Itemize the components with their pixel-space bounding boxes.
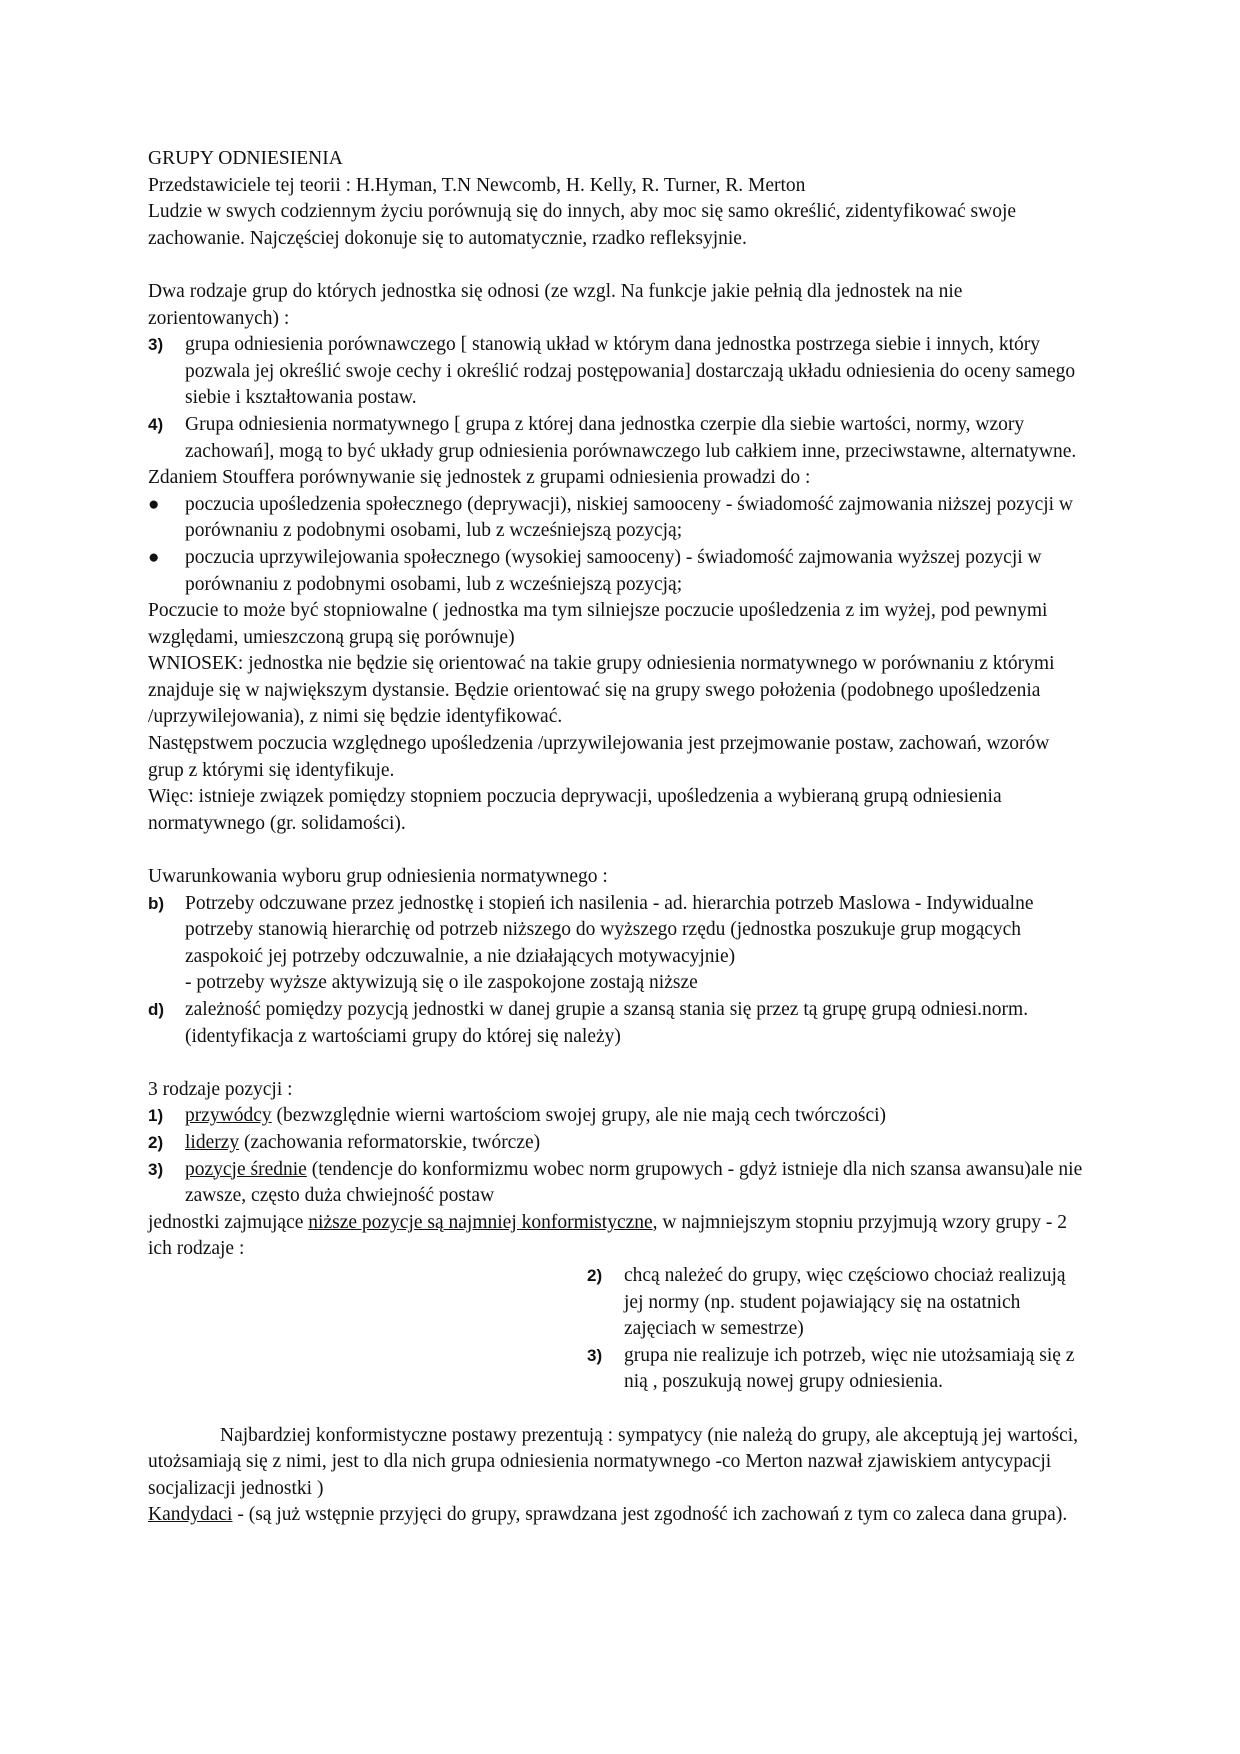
term: Kandydaci <box>148 1504 233 1526</box>
list-marker: 3) <box>148 1159 164 1179</box>
term-description: (tendencje do konformizmu wobec norm grupowych - gdyż istnieje dla nich szansa awansu)ale nie zawsze, często duża chwiejność postaw <box>185 1158 1083 1207</box>
term: przywódcy <box>185 1105 272 1127</box>
list-item <box>587 1263 1088 1343</box>
spacer <box>148 252 1088 279</box>
list-item <box>148 332 1088 412</box>
list-item <box>148 1157 1088 1210</box>
nested-list <box>587 1263 1088 1396</box>
paragraph-sympathizers: Najbardziej konformistyczne postawy prezentują : sympatycy (nie należą do grupy, ale akceptują jej wartości, utożsamiają się z nimi, jest to dla nich grupa odniesienia normatywnego -co Merton nazwał zjawiskiem antycypacji socjalizacji jednostki ) <box>148 1424 1079 1499</box>
list-item <box>587 1343 1088 1396</box>
paragraph-two-types: Dwa rodzaje grup do których jednostka się odnosi (ze wzgl. Na funkcje jakie pełnią dla jednostek na nie zorientowanych) : <box>148 280 963 329</box>
term-description: (bezwzględnie wierni wartościom swojej grupy, ale nie mają cech twórczości) <box>271 1105 887 1127</box>
spacer <box>148 837 1088 864</box>
list-marker: d) <box>148 1000 165 1019</box>
bullet-icon: ● <box>148 546 160 568</box>
paragraph-intro: Ludzie w swych codziennym życiu porównują się do innych, aby moc się samo określić, zidentyfikować swoje zachowanie. Najczęściej dokonuje się to automatycznie, rzadko refleksyjnie. <box>148 201 1017 249</box>
text-run: jednostki zajmujące <box>148 1211 309 1233</box>
list-item-text: Grupa odniesienia normatywnego [ grupa z której dana jednostka czerpie dla siebie wartości, normy, wzory zachowań], mogą to być układy grup odniesienia porównawczego lub całkiem inne, przeciwstawne, alternatywne. <box>185 413 1077 462</box>
list-marker: 2) <box>148 1132 164 1152</box>
list-item-text <box>185 1157 1088 1210</box>
paragraph-candidates <box>148 1502 1088 1529</box>
text-run: , w najmniejszym stopniu przyjmują wzory grupy - 2 ich rodzaje : <box>148 1211 1067 1260</box>
document-body <box>148 146 1088 1529</box>
list-item <box>148 1103 1088 1130</box>
list-item-sub: - potrzeby wyższe aktywizują się o ile zaspokojone zostają niższe <box>185 972 698 994</box>
bullet-text: poczucia uprzywilejowania społecznego (wysokiej samooceny) - świadomość zajmowania wyższej pozycji w porównaniu z podobnymi osobami, lub z wcześniejszą pozycją; <box>185 546 1042 595</box>
list-item-main: Potrzeby odczuwane przez jednostkę i stopień ich nasilenia - ad. hierarchia potrzeb Maslowa - Indywidualne potrzeby stanowią hierarchię od potrzeb niższego do wyższego rzędu (jednostka poszukuje grup mogących zaspokoić jej potrzeby odczuwalnie, a nie działających motywacyjnie) <box>185 892 1034 967</box>
list-marker: 2) <box>587 1265 603 1285</box>
list-marker: b) <box>148 893 165 913</box>
list-item <box>148 891 1088 997</box>
paragraph-conditions: Uwarunkowania wyboru grup odniesienia normatywnego : <box>148 866 608 888</box>
bullet-icon: ● <box>148 493 160 515</box>
list-item-text: grupa odniesienia porównawczego [ stanowią układ w którym dana jednostka postrzega siebie i innych, który pozwala jej określić swoje cechy i określić rodzaj postępowania] dostarczają układu odniesienia do oceny samego siebie i kształtowania postaw. <box>185 334 1076 409</box>
paragraph-positions: 3 rodzaje pozycji : <box>148 1078 293 1100</box>
list-item-text: chcą należeć do grupy, więc częściowo chociaż realizują jej normy (np. student pojawiający się na ostatnich zajęciach w semestrze) <box>624 1264 1066 1340</box>
paragraph-gradation: Poczucie to może być stopniowalne ( jednostka ma tym silniejsze poczucie upośledzenia z im wyżej, pod pewnymi względami, umieszczoną grupą się porównuje) <box>148 600 1048 648</box>
spacer <box>148 1396 1088 1423</box>
term-description: - (są już wstępnie przyjęci do grupy, sprawdzana jest zgodność ich zachowań z tym co zaleca dana grupa). <box>232 1504 1068 1526</box>
bullet-text: poczucia upośledzenia społecznego (deprywacji), niskiej samooceny - świadomość zajmowania niższej pozycji w porównaniu z podobnymi osobami, lub z wcześniejszą pozycją; <box>185 493 1074 542</box>
bullet-item <box>148 545 1088 598</box>
list-item <box>148 1130 1088 1157</box>
paragraph-stouffer: Zdaniem Stouffera porównywanie się jednostek z grupami odniesienia prowadzi do : <box>148 467 811 489</box>
paragraph-conclusion: WNIOSEK: jednostka nie będzie się orientować na takie grupy odniesienia normatywnego w porównaniu z którymi znajduje się w największym dystansie. Będzie orientować się na grupy swego położenia (podobnego upośledzenia /uprzywilejowania), z nimi się będzie identyfikować. <box>148 653 1055 728</box>
spacer <box>148 1050 1088 1077</box>
bullet-item <box>148 492 1088 545</box>
list-marker: 3) <box>148 335 164 355</box>
list-item-text <box>185 1103 1088 1130</box>
list-item <box>148 997 1088 1050</box>
list-item-text <box>185 891 1088 997</box>
list-marker: 3) <box>587 1345 603 1365</box>
list-item <box>148 412 1088 465</box>
paragraph-consequence: Następstwem poczucia względnego upośledzenia /uprzywilejowania jest przejmowanie postaw, zachowań, wzorów grup z którymi się identyfikuje. <box>148 733 1050 781</box>
list-item-text <box>185 1130 1088 1157</box>
list-item-text: zależność pomiędzy pozycją jednostki w danej grupie a szansą stania się przez tą grupę grupą odniesi.norm. (identyfikacja z wartościami grupy do której się należy) <box>185 999 1029 1047</box>
paragraph-relation: Więc: istnieje związek pomiędzy stopniem poczucia deprywacji, upośledzenia a wybieraną grupą odniesienia normatywnego (gr. solidamości). <box>148 786 1002 834</box>
paragraph-representatives: Przedstawiciele tej teorii : H.Hyman, T.N Newcomb, H. Kelly, R. Turner, R. Merton <box>148 174 806 196</box>
list-item-text: grupa nie realizuje ich potrzeb, więc nie utożsamiają się z nią , poszukują nowej grupy odniesienia. <box>624 1344 1075 1393</box>
list-marker: 1) <box>148 1106 164 1126</box>
list-marker: 4) <box>148 414 164 434</box>
underlined-phrase: niższe pozycje są najmniej konformistyczne <box>308 1211 653 1233</box>
term: liderzy <box>185 1131 240 1153</box>
page-title: GRUPY ODNIESIENIA <box>148 148 343 169</box>
term: pozycje średnie <box>185 1158 307 1180</box>
term-description: (zachowania reformatorskie, twórcze) <box>239 1131 541 1153</box>
paragraph-lower-positions <box>148 1210 1088 1263</box>
